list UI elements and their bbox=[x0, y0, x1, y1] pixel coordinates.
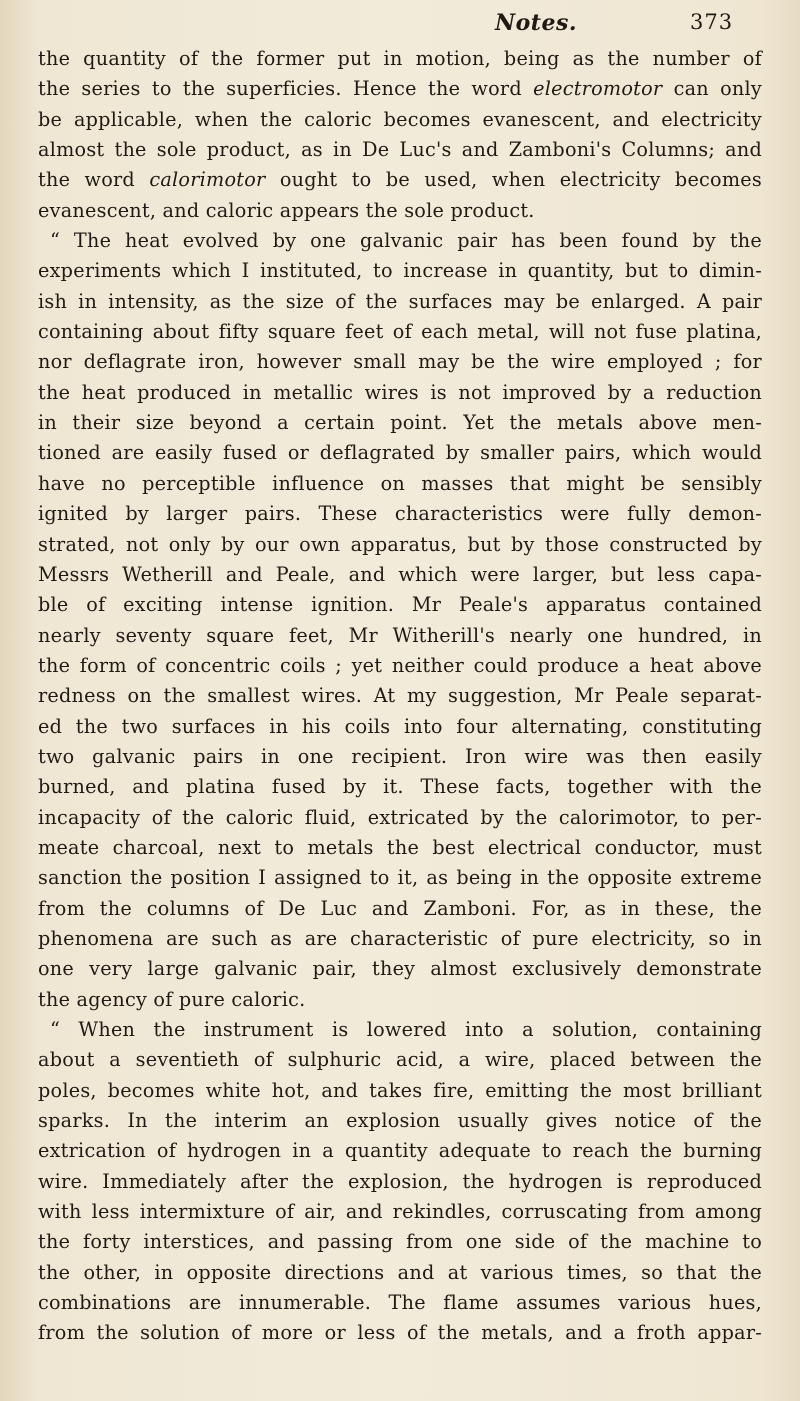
text-line: the quantity of the former put in motion, being as the number of bbox=[38, 47, 762, 70]
text-line: poles, becomes white hot, and takes fire, emitting the most brilliant bbox=[38, 1078, 762, 1102]
text-line: in their size beyond a certain point. Yet the metals above men- bbox=[38, 411, 762, 435]
text-line: sparks. In the interim an explosion usually gives notice of the bbox=[38, 1109, 762, 1133]
running-title: Notes. bbox=[495, 10, 577, 36]
text-line: the other, in opposite directions and at various times, so that the bbox=[38, 1260, 762, 1284]
text-line: ignited by larger pairs. These characteristics were fully demon- bbox=[38, 502, 762, 526]
text-line: the heat produced in metallic wires is not improved by a reduction bbox=[38, 380, 762, 404]
text-line: extrication of hydrogen in a quantity adequate to reach the burning bbox=[38, 1139, 762, 1163]
text-line: the form of concentric coils ; yet neither could produce a heat above bbox=[38, 653, 762, 677]
text-line: burned, and platina fused by it. These facts, together with the bbox=[38, 775, 762, 799]
text-line: ble of exciting intense ignition. Mr Peale's apparatus contained bbox=[38, 593, 762, 617]
text-line: the word calorimotor ought to be used, when electricity becomes bbox=[38, 168, 762, 192]
body-text bbox=[38, 44, 762, 1349]
text-line: ed the two surfaces in his coils into four alternating, constituting bbox=[38, 714, 762, 738]
text-line: two galvanic pairs in one recipient. Iron wire was then easily bbox=[38, 744, 762, 768]
text-line: the series to the superficies. Hence the word electromotor can only bbox=[38, 77, 762, 101]
text-line: nearly seventy square feet, Mr Witherill's nearly one hundred, in bbox=[38, 623, 762, 647]
text-line: one very large galvanic pair, they almost exclusively demonstrate bbox=[38, 957, 762, 981]
text-line: wire. Immediately after the explosion, the hydrogen is reproduced bbox=[38, 1169, 762, 1193]
page-header bbox=[0, 10, 800, 40]
text-line: nor deflagrate iron, however small may be the wire employed ; for bbox=[38, 350, 762, 374]
text-line: combinations are innumerable. The flame assumes various hues, bbox=[38, 1291, 762, 1315]
text-line: Messrs Wetherill and Peale, and which were larger, but less capa- bbox=[38, 562, 762, 586]
text-line: “ When the instrument is lowered into a solution, containing bbox=[50, 1018, 762, 1041]
text-line: from the columns of De Luc and Zamboni. For, as in these, the bbox=[38, 896, 762, 920]
text-line: the agency of pure caloric. bbox=[38, 987, 306, 1011]
text-line: containing about fifty square feet of each metal, will not fuse platina, bbox=[38, 320, 762, 344]
text-line: experiments which I instituted, to increase in quantity, but to dimin- bbox=[38, 259, 762, 283]
page-number: 373 bbox=[690, 10, 734, 34]
text-line: with less intermixture of air, and rekindles, corruscating from among bbox=[38, 1200, 762, 1224]
text-line: sanction the position I assigned to it, as being in the opposite extreme bbox=[38, 866, 762, 890]
text-line: redness on the smallest wires. At my suggestion, Mr Peale separat- bbox=[38, 684, 762, 708]
text-line: be applicable, when the caloric becomes evanescent, and electricity bbox=[38, 107, 762, 131]
text-line: about a seventieth of sulphuric acid, a wire, placed between the bbox=[38, 1048, 762, 1072]
text-line: incapacity of the caloric fluid, extricated by the calorimotor, to per- bbox=[38, 805, 762, 829]
text-line: the forty interstices, and passing from one side of the machine to bbox=[38, 1230, 762, 1254]
text-line: phenomena are such as are characteristic of pure electricity, so in bbox=[38, 926, 762, 950]
text-line: almost the sole product, as in De Luc's and Zamboni's Columns; and bbox=[38, 138, 762, 162]
text-line: evanescent, and caloric appears the sole product. bbox=[38, 198, 535, 222]
text-line: strated, not only by our own apparatus, but by those constructed by bbox=[38, 532, 762, 556]
text-line: have no perceptible influence on masses that might be sensibly bbox=[38, 471, 762, 495]
text-line: “ The heat evolved by one galvanic pair has been found by the bbox=[50, 229, 762, 253]
text-line: ish in intensity, as the size of the surfaces may be enlarged. A pair bbox=[38, 289, 762, 313]
text-line: tioned are easily fused or deflagrated by smaller pairs, which would bbox=[38, 441, 762, 465]
text-line: from the solution of more or less of the metals, and a froth appar- bbox=[38, 1321, 762, 1345]
text-line: meate charcoal, next to metals the best electrical conductor, must bbox=[38, 835, 762, 859]
